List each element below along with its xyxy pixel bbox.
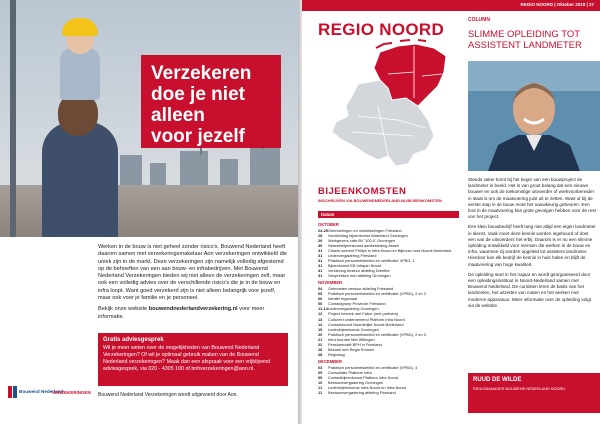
portrait-illustration-icon — [468, 61, 600, 171]
event-date: 11 — [318, 390, 323, 396]
event-title: Infrafel regionaal — [328, 296, 357, 302]
regio-title: REGIO NOORD — [318, 20, 445, 39]
advice-callout — [98, 333, 288, 386]
event-title: Ledenvergadering Friesland — [328, 252, 377, 258]
event-date: 31 — [318, 247, 323, 253]
website-link[interactable]: bouwendnederlandverzekering.nl — [148, 306, 238, 313]
author-box — [468, 373, 600, 413]
event-title: Contactgroep Provincie Friesland — [328, 301, 386, 307]
footnote: Bouwend Nederland Verzekeringen wordt uitgevoerd door Aon. — [98, 392, 238, 398]
event-title: Praktisch personeelsbeleid en certificatie (VPBG), 2 en 3 — [328, 331, 426, 337]
callout-title: Gratis adviesgesprek — [103, 337, 164, 343]
building — [250, 147, 280, 185]
logo-sub: VERZEKERINGEN — [52, 390, 91, 395]
author-role: REGIOMANAGER BOUWEND NEDERLAND NOORD — [473, 387, 565, 391]
left-page — [0, 0, 298, 424]
event-row — [318, 352, 459, 357]
headline-line: voor jezelf — [151, 126, 245, 147]
event-title: Ontmoeten bestuur afdeling Friesland — [328, 285, 394, 291]
child-figure — [60, 48, 100, 100]
event-title: Netwerkbijeenkomst aanbesteding Assen — [328, 242, 400, 248]
event-date: 19 — [318, 326, 323, 332]
event-date: 04 — [318, 285, 323, 291]
headline-line: alleen — [151, 105, 205, 126]
event-date: 29 — [318, 237, 323, 243]
event-title: Bezoek met Regio Emmen — [328, 347, 375, 353]
event-title: Bestuursvergadering afdeling Friesland — [328, 390, 396, 396]
event-date: 20 — [318, 331, 323, 337]
event-date: 11-14 — [318, 306, 328, 312]
event-title: Project bezoek met Fabor (met partners) — [328, 311, 399, 317]
events-list — [318, 220, 459, 395]
building — [220, 159, 238, 185]
event-title: Praktisch personeelsbeleid en certificatie (VPBG), 4 — [328, 364, 418, 370]
column-label: COLUMN — [468, 17, 490, 23]
event-date: 31 — [318, 263, 323, 269]
body-paragraph — [98, 306, 288, 321]
event-date: 21 — [318, 336, 323, 342]
column-title: SLIMME OPLEIDING TOT ASSISTENT LANDMETER — [468, 29, 582, 51]
event-title: Bestuursvergadering Groningen — [328, 380, 384, 386]
column-paragraph: Steeds vaker komt bij het begin van een bouwproject de landmeter in beeld. Het is van groot belang dat een nieuwe bouwer en ook de toekomstige uitvoerder of werkvoorbereider in staat is om de maatvoering juist uit te zetten. Want al bij de eerste stap in de bouw moet het nauwkeurig gebeuren. Een fout in de maatvoering kan grote gevolgen hebben voor de rest van het project. — [468, 177, 596, 220]
photo-pole — [10, 0, 16, 237]
event-title: Voorlichting bijeenkomst Waterland Groningen — [328, 232, 408, 238]
event-month: DECEMBER — [318, 359, 342, 365]
logo-mark-icon — [8, 384, 64, 402]
column-panel — [468, 11, 600, 424]
headline-line: Verzekeren — [151, 63, 252, 84]
column-text — [468, 177, 596, 313]
body-paragraph: Werken in de bouw is niet geheel zonder risico's. Bouwend Nederland heeft daarom samen met verzekeringsmakelaar Aon verzekeringen ontwikkeld die uniek zijn in de markt. Deze verzekeringen zijn namelijk volledig afgestemd op de behoeften van een aan bouw- en infrabedrijven. Met Bouwend Nederland Verzekeringen bieden wij niet alleen de verzekeringen zelf, maar ook een volledig advies over de verschillende risico's die je in de bouw en infra loopt. Want goed verzekerd zijn is niet alleen belangrijk voor jezelf, maar ook voor je familie en je personeel. — [98, 244, 288, 302]
event-title: Contactavond Noordelijke Noord-Nederland — [328, 321, 404, 327]
event-date: 13 — [318, 316, 323, 322]
callout-body: Wil je meer weten over de mogelijkheden van Bouwend Nederland Verzekeringen? Of wil je optimaal gebruik maken van de Bouwend Nederland verzekeringen? Maak dan een afspraak voor een vrijblijvend adviesgesprek, via 020 - 4305 100 of bnhverzekeringen@aon.nl. — [103, 345, 271, 372]
event-date: 28 — [318, 352, 323, 358]
headline-line: doe je niet — [151, 84, 245, 105]
event-title: Gesprekken met afdeling Groningen — [328, 273, 391, 279]
event-title: Pensioencafé BPH in Friesland — [328, 341, 382, 347]
building — [120, 155, 142, 185]
event-date: 31 — [318, 252, 323, 258]
event-title: Regiodag — [328, 352, 345, 358]
body-text — [98, 244, 288, 325]
column-paragraph: De opleiding start in het najaar en wordt georganiseerd door een opleidingsinstituut in Noord-Nederland samen met Bouwend Nederland. De cursisten leren de basis van het landmeten, het uitzetten van maten en het werken met moderne apparatuur. Meer informatie over de opleiding volgt via de website. — [468, 271, 592, 308]
bijeenkomsten-title: BIJEENKOMSTEN — [318, 186, 407, 197]
event-date: 22 — [318, 341, 323, 347]
event-date: 03 — [318, 364, 323, 370]
bijeenkomsten-subtitle: INSCHRIJVEN VIA BOUWENDNEDERLAND.NL/BIJEENKOMSTEN — [318, 198, 442, 203]
building — [180, 151, 208, 185]
bouwend-nederland-logo — [8, 384, 64, 402]
event-title: Contactbijeenkomst Platform Infra Noord — [328, 374, 399, 380]
event-title: Praktisch personeelsbeleid en certificatie (VPBG), 2 en 3 — [328, 291, 426, 297]
event-date: 31 — [318, 273, 323, 279]
event-date: 05 — [318, 291, 323, 297]
building — [150, 163, 166, 185]
events-header: Datum — [318, 211, 459, 218]
netherlands-map-icon — [318, 36, 458, 171]
event-date: 06 — [318, 301, 323, 307]
event-title: Bijeenkomst EB Infrapin Noord — [328, 263, 382, 269]
event-date: 12 — [318, 311, 323, 317]
page-header: REGIO NOORD | Oktober 2019 | 27 — [520, 2, 594, 7]
event-date: 10 — [318, 380, 323, 386]
body-text-run: Bekijk onze website — [98, 306, 149, 313]
event-date: 05 — [318, 369, 323, 375]
event-month: NOVEMBER — [318, 280, 343, 286]
author-portrait — [468, 61, 600, 171]
father-figure — [42, 122, 118, 237]
event-row — [318, 273, 459, 278]
event-date: 14 — [318, 321, 323, 327]
event-date: 31 — [318, 258, 323, 264]
event-title: Cirkels omtrent Philips in Infra Noord en Bijbouw rond Noord-Nederland — [328, 247, 452, 253]
event-date: 31 — [318, 268, 323, 274]
event-date: 06 — [318, 296, 323, 302]
event-date: 28 — [318, 232, 323, 238]
logo-text: Bouwend Nederland — [19, 389, 64, 394]
event-title: Ontmoetingen en ontwikkelingen Friesland — [328, 227, 402, 233]
event-title: Praktisch personeelsbeleid en certificatie VPBG, 1 — [328, 258, 415, 264]
event-title: Ledenvergadering Groningen — [328, 306, 379, 312]
event-date: 24-25 — [318, 227, 328, 233]
column-paragraph: Een klein bouwbedrijf heeft lang niet altijd een eigen landmeter in dienst. Vaak moet deze kennis worden ingehuurd of doet een van de uitvoerders het erbij. Daarom is er nu een slimme opleiding ontwikkeld voor mensen die werken in de bouw en infra, waarmee zij worden opgeleid tot assistent landmeter. Hierdoor kan elk bedrijf de kennis in huis halen en blijft de maatvoering van hoge kwaliteit. — [468, 224, 596, 267]
event-month: OKTOBER — [318, 222, 339, 227]
event-row — [318, 390, 459, 395]
event-date: 11 — [318, 385, 323, 391]
event-date: 09 — [318, 374, 323, 380]
body-text-run: voor meer informatie. — [98, 306, 265, 320]
event-title: Consultatie Platform infra — [328, 369, 372, 375]
event-title: Cultureel ondernemend Platform Infra Noord — [328, 316, 405, 322]
top-bar — [302, 0, 600, 11]
author-name: RUUD DE WILDE — [473, 377, 522, 383]
event-date: 30 — [318, 242, 323, 248]
headline-box — [141, 55, 281, 148]
right-page — [302, 0, 600, 424]
event-title: Ledenbijeenkomst Groningen — [328, 326, 379, 332]
event-title: Ledenbijeenkomst Infra Noord en Infra Noord — [328, 385, 407, 391]
event-title: Infra tournée Met Wiltingen — [328, 336, 375, 342]
event-title: Werkgevers cafe BV '100-0' Groningen — [328, 237, 396, 243]
event-title: Verkiezing bestuur afdeling Drenthe — [328, 268, 390, 274]
event-date: 26 — [318, 347, 323, 353]
